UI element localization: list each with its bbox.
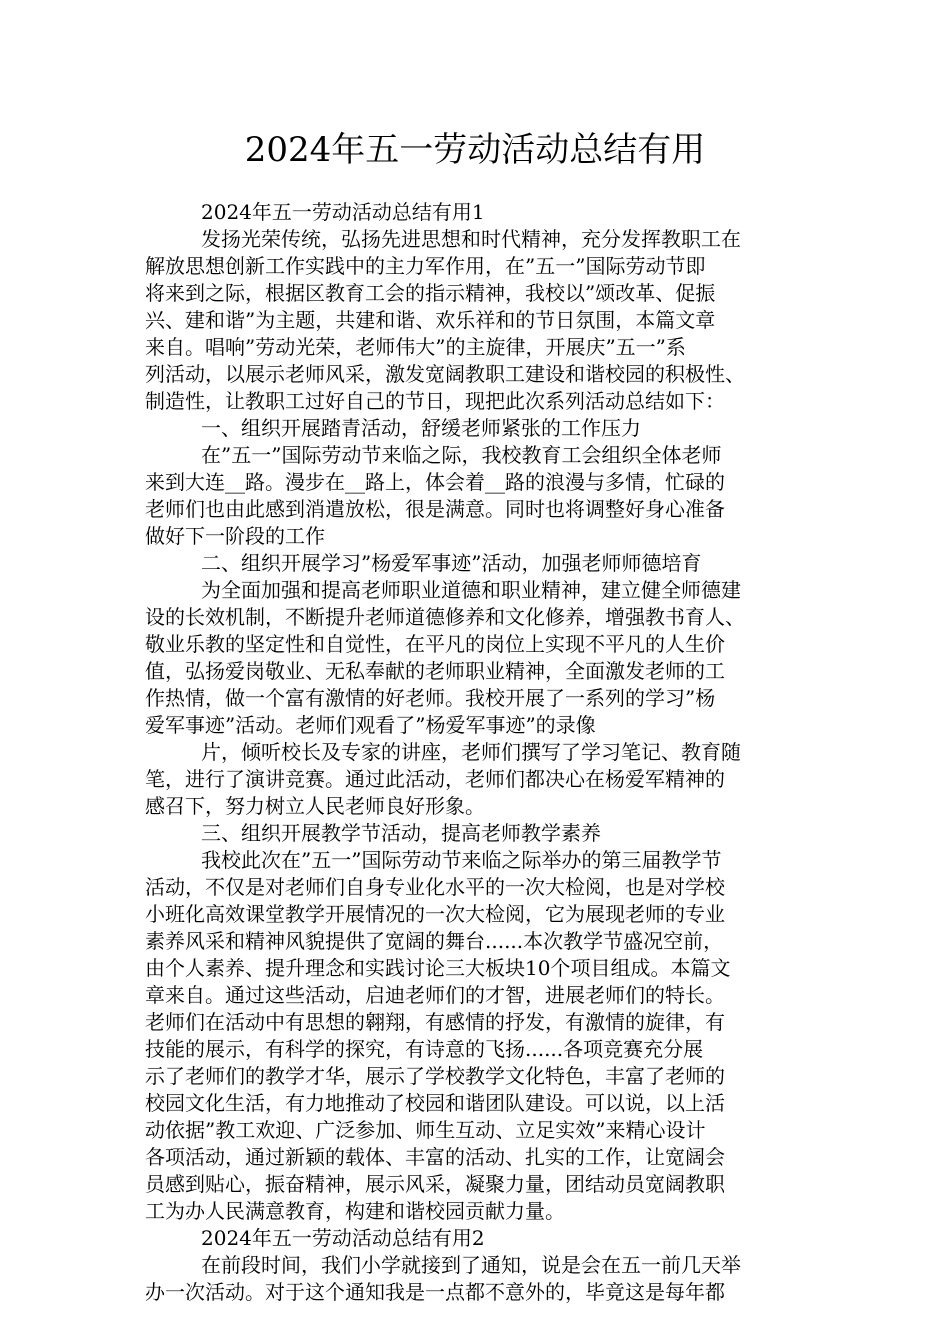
text-line: 在前段时间，我们小学就接到了通知，说是会在五一前几天举 xyxy=(201,1253,741,1277)
text-line: 员感到贴心，振奋精神，展示风采，凝聚力量，团结动员宽阔教职 xyxy=(145,1172,725,1196)
text-line: 工为办人民满意教育，构建和谐校园贡献力量。 xyxy=(145,1199,565,1223)
text-line: 2024年五一劳动活动总结有用2 xyxy=(201,1226,485,1250)
text-line: 三、组织开展教学节活动，提高老师教学素养 xyxy=(201,821,601,845)
text-line: 在”五一”国际劳动节来临之际，我校教育工会组织全体老师 xyxy=(201,443,722,467)
document-body xyxy=(145,199,810,1306)
text-line: 制造性，让教职工过好自己的节日，现把此次系列活动总结如下： xyxy=(145,389,725,413)
text-line: 笔，进行了演讲竞赛。通过此活动，老师们都决心在杨爱军精神的 xyxy=(145,767,725,791)
text-line: 列活动，以展示老师风采，激发宽阔教职工建设和谐校园的积极性、 xyxy=(145,362,745,386)
text-line: 素养风采和精神风貌提供了宽阔的舞台......本次教学节盛况空前， xyxy=(145,929,724,953)
text-line: 来到大连__路。漫步在__路上，体会着__路的浪漫与多情，忙碌的 xyxy=(145,470,725,494)
text-line: 我校此次在”五一”国际劳动节来临之际举办的第三届教学节 xyxy=(201,848,722,872)
text-line: 一、组织开展踏青活动，舒缓老师紧张的工作压力 xyxy=(201,416,641,440)
text-line: 片，倾听校长及专家的讲座，老师们撰写了学习笔记、教育随 xyxy=(201,740,741,764)
text-line: 小班化高效课堂教学开展情况的一次大检阅，它为展现老师的专业 xyxy=(145,902,725,926)
text-line: 设的长效机制，不断提升老师道德修养和文化修养，增强教书育人、 xyxy=(145,605,745,629)
text-line: 活动，不仅是对老师们自身专业化水平的一次大检阅，也是对学校 xyxy=(145,875,725,899)
text-line: 爱军事迹”活动。老师们观看了”杨爱军事迹”的录像 xyxy=(145,713,596,737)
text-line: 2024年五一劳动活动总结有用1 xyxy=(201,200,485,224)
text-line: 作热情，做一个富有激情的好老师。我校开展了一系列的学习”杨 xyxy=(145,686,716,710)
text-line: 由个人素养、提升理念和实践讨论三大板块10个项目组成。本篇文 xyxy=(145,956,731,980)
text-line: 动依据”教工欢迎、广泛参加、师生互动、立足实效”来精心设计 xyxy=(145,1118,706,1142)
text-line: 做好下一阶段的工作 xyxy=(145,524,325,548)
text-line: 技能的展示，有科学的探究，有诗意的飞扬......各项竞赛充分展 xyxy=(145,1037,704,1061)
text-line: 示了老师们的教学才华，展示了学校教学文化特色，丰富了老师的 xyxy=(145,1064,725,1088)
text-line: 章来自。通过这些活动，启迪老师们的才智，进展老师们的特长。 xyxy=(145,983,725,1007)
text-line: 为全面加强和提高老师职业道德和职业精神，建立健全师德建 xyxy=(201,578,741,602)
text-line: 发扬光荣传统，弘扬先进思想和时代精神，充分发挥教职工在 xyxy=(201,227,741,251)
text-line: 老师们也由此感到消遣放松，很是满意。同时也将调整好身心准备 xyxy=(145,497,725,521)
text-line: 来自。唱响”劳动光荣，老师伟大”的主旋律，开展庆”五一”系 xyxy=(145,335,686,359)
text-line: 二、组织开展学习”杨爱军事迹”活动，加强老师师德培育 xyxy=(201,551,702,575)
text-line: 老师们在活动中有思想的翱翔，有感情的抒发，有激情的旋律，有 xyxy=(145,1010,725,1034)
text-line: 值，弘扬爱岗敬业、无私奉献的老师职业精神，全面激发老师的工 xyxy=(145,659,725,683)
text-line: 感召下，努力树立人民老师良好形象。 xyxy=(145,794,485,818)
text-line: 兴、建和谐”为主题，共建和谐、欢乐祥和的节日氛围，本篇文章 xyxy=(145,308,716,332)
document-title: 2024年五一劳动活动总结有用 xyxy=(244,130,706,170)
text-line: 各项活动，通过新颖的载体、丰富的活动、扎实的工作，让宽阔会 xyxy=(145,1145,725,1169)
text-line: 敬业乐教的坚定性和自觉性，在平凡的岗位上实现不平凡的人生价 xyxy=(145,632,725,656)
text-line: 办一次活动。对于这个通知我是一点都不意外的，毕竟这是每年都 xyxy=(145,1280,725,1304)
text-line: 将来到之际，根据区教育工会的指示精神，我校以”颂改革、促振 xyxy=(145,281,716,305)
text-line: 解放思想创新工作实践中的主力军作用，在”五一”国际劳动节即 xyxy=(145,254,706,278)
text-line: 校园文化生活，有力地推动了校园和谐团队建设。可以说，以上活 xyxy=(145,1091,725,1115)
